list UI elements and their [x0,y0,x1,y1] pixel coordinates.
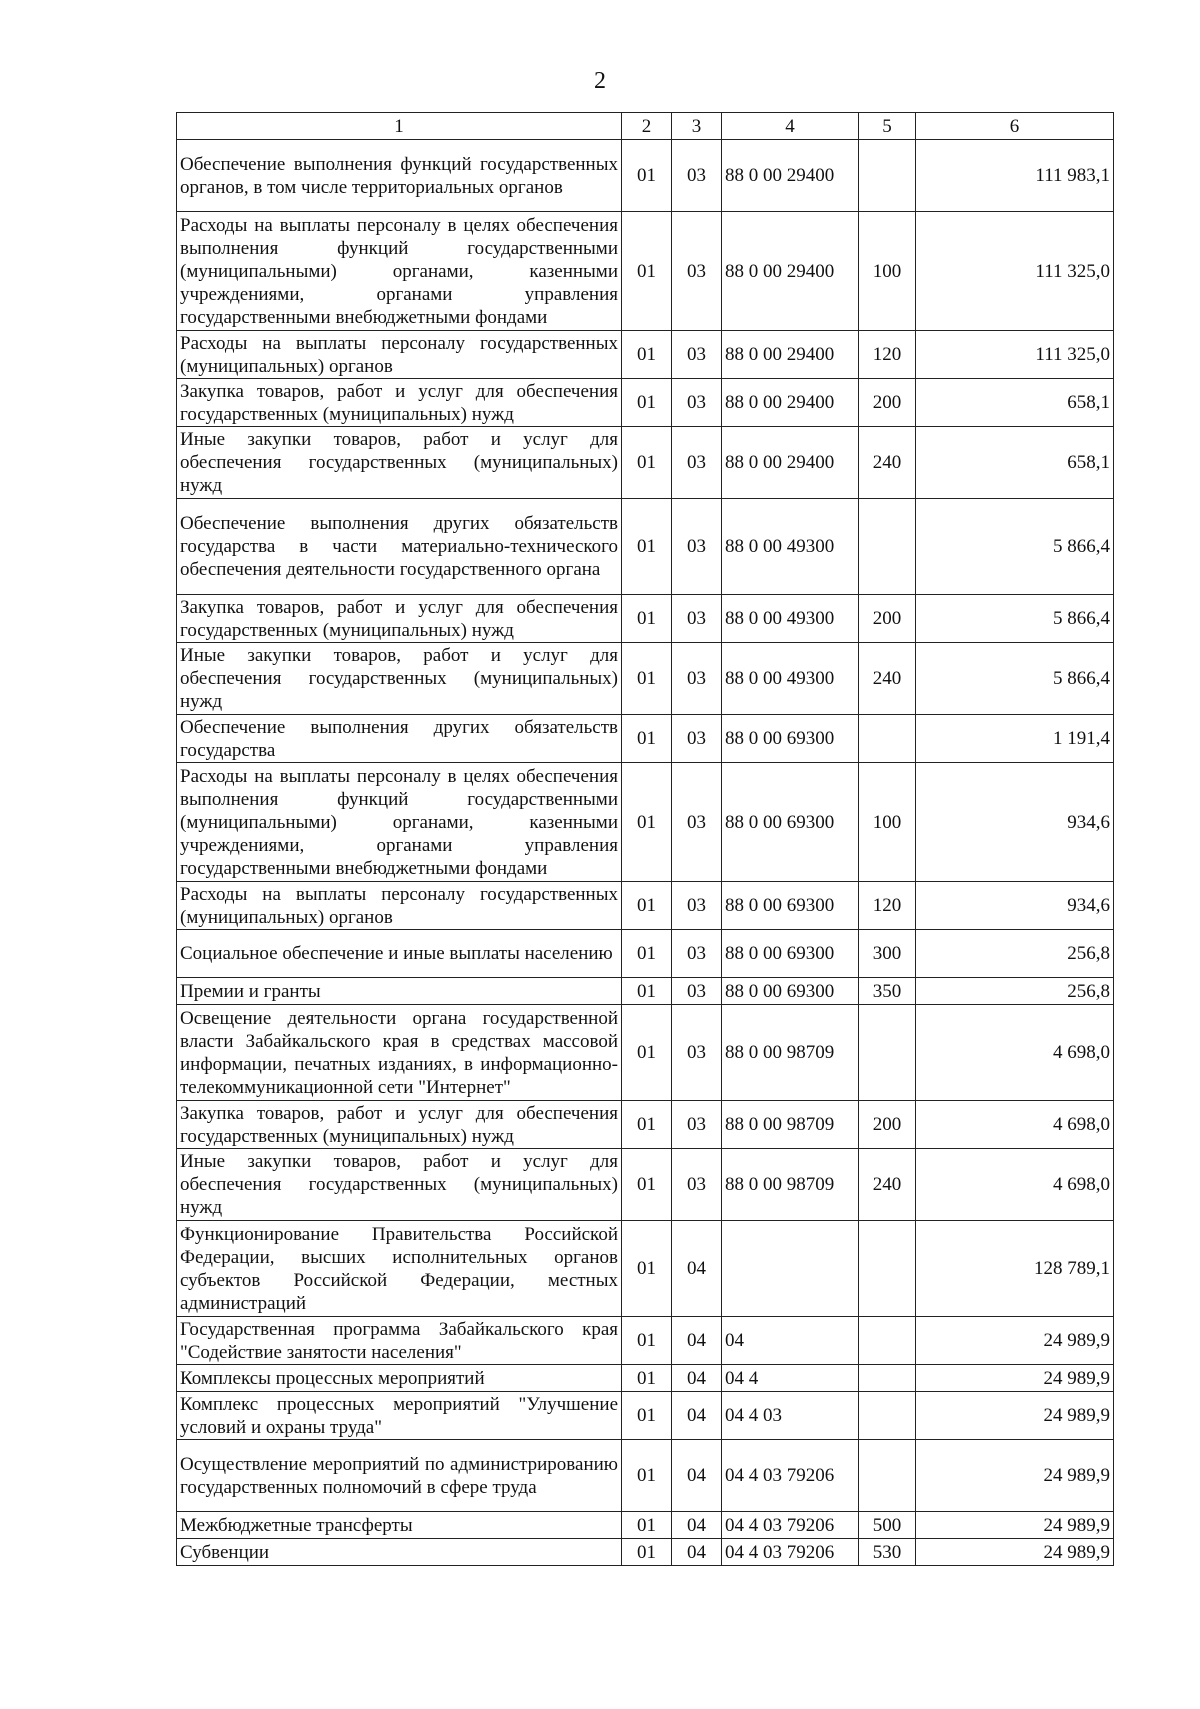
row-section-code: 01 [622,595,672,643]
row-subsection-code: 03 [672,1101,722,1149]
table-row [177,1539,1114,1566]
row-expense-type: 100 [859,763,916,882]
row-section-code: 01 [622,1512,672,1539]
table-row [177,379,1114,427]
row-expense-type [859,715,916,763]
row-description: Обеспечение выполнения функций государственных органов, в том числе территориальных органов [177,140,622,212]
row-target-article: 88 0 00 98709 [722,1149,859,1221]
row-section-code: 01 [622,1149,672,1221]
row-description: Расходы на выплаты персоналу государственных (муниципальных) органов [177,882,622,930]
row-subsection-code: 03 [672,499,722,595]
row-amount: 934,6 [916,763,1114,882]
row-subsection-code: 03 [672,978,722,1005]
row-expense-type: 240 [859,427,916,499]
header-col-3: 3 [672,113,722,140]
row-expense-type [859,499,916,595]
row-section-code: 01 [622,1365,672,1392]
row-target-article: 88 0 00 29400 [722,379,859,427]
row-subsection-code: 03 [672,763,722,882]
budget-table [176,112,1114,1566]
row-section-code: 01 [622,1101,672,1149]
row-amount: 5 866,4 [916,595,1114,643]
row-section-code: 01 [622,1539,672,1566]
row-section-code: 01 [622,1317,672,1365]
row-description: Премии и гранты [177,978,622,1005]
row-target-article: 04 4 [722,1365,859,1392]
table-row [177,1392,1114,1440]
row-section-code: 01 [622,643,672,715]
row-target-article: 88 0 00 69300 [722,763,859,882]
row-target-article [722,1221,859,1317]
row-description: Межбюджетные трансферты [177,1512,622,1539]
row-target-article: 88 0 00 49300 [722,499,859,595]
row-section-code: 01 [622,1392,672,1440]
table-row [177,882,1114,930]
header-col-2: 2 [622,113,672,140]
row-amount: 256,8 [916,978,1114,1005]
row-description: Комплексы процессных мероприятий [177,1365,622,1392]
row-target-article: 04 4 03 79206 [722,1440,859,1512]
row-expense-type: 120 [859,882,916,930]
row-amount: 111 325,0 [916,331,1114,379]
row-target-article: 88 0 00 29400 [722,331,859,379]
row-description: Обеспечение выполнения других обязательств государства [177,715,622,763]
row-description: Иные закупки товаров, работ и услуг для обеспечения государственных (муниципальных) нужд [177,1149,622,1221]
row-amount: 24 989,9 [916,1365,1114,1392]
row-section-code: 01 [622,331,672,379]
row-amount: 4 698,0 [916,1149,1114,1221]
row-subsection-code: 03 [672,379,722,427]
row-description: Социальное обеспечение и иные выплаты населению [177,930,622,978]
row-description: Закупка товаров, работ и услуг для обеспечения государственных (муниципальных) нужд [177,379,622,427]
row-subsection-code: 03 [672,595,722,643]
row-target-article: 88 0 00 29400 [722,140,859,212]
row-description: Государственная программа Забайкальского края "Содействие занятости населения" [177,1317,622,1365]
row-section-code: 01 [622,1440,672,1512]
row-amount: 111 983,1 [916,140,1114,212]
row-target-article: 88 0 00 29400 [722,427,859,499]
row-section-code: 01 [622,763,672,882]
row-amount: 24 989,9 [916,1440,1114,1512]
row-subsection-code: 04 [672,1365,722,1392]
row-expense-type: 100 [859,212,916,331]
row-description: Расходы на выплаты персоналу в целях обеспечения выполнения функций государственными (муниципальными) органами, казенными учреждениями, органами управления государственными внебюджетными фондами [177,212,622,331]
row-target-article: 88 0 00 49300 [722,643,859,715]
row-target-article: 88 0 00 69300 [722,978,859,1005]
table-row [177,140,1114,212]
table-row [177,643,1114,715]
table-header-row [177,113,1114,140]
row-subsection-code: 04 [672,1539,722,1566]
row-subsection-code: 03 [672,331,722,379]
row-expense-type [859,1005,916,1101]
row-subsection-code: 03 [672,140,722,212]
row-amount: 24 989,9 [916,1317,1114,1365]
row-section-code: 01 [622,930,672,978]
row-section-code: 01 [622,499,672,595]
row-expense-type: 350 [859,978,916,1005]
row-section-code: 01 [622,212,672,331]
row-subsection-code: 04 [672,1221,722,1317]
row-amount: 111 325,0 [916,212,1114,331]
row-expense-type: 200 [859,595,916,643]
row-amount: 658,1 [916,427,1114,499]
row-expense-type: 120 [859,331,916,379]
table-row [177,1512,1114,1539]
row-expense-type: 240 [859,643,916,715]
row-description: Функционирование Правительства Российской Федерации, высших исполнительных органов субъектов Российской Федерации, местных администраций [177,1221,622,1317]
row-description: Расходы на выплаты персоналу государственных (муниципальных) органов [177,331,622,379]
table-row [177,499,1114,595]
row-expense-type [859,1392,916,1440]
row-description: Закупка товаров, работ и услуг для обеспечения государственных (муниципальных) нужд [177,1101,622,1149]
row-amount: 24 989,9 [916,1392,1114,1440]
row-subsection-code: 03 [672,427,722,499]
header-col-1: 1 [177,113,622,140]
row-subsection-code: 03 [672,1149,722,1221]
row-description: Субвенции [177,1539,622,1566]
row-subsection-code: 03 [672,643,722,715]
row-expense-type: 300 [859,930,916,978]
row-target-article: 88 0 00 98709 [722,1005,859,1101]
row-description: Обеспечение выполнения других обязательств государства в части материально-технического обеспечения деятельности государственного органа [177,499,622,595]
row-target-article: 88 0 00 29400 [722,212,859,331]
row-subsection-code: 03 [672,1005,722,1101]
row-expense-type: 200 [859,379,916,427]
row-section-code: 01 [622,140,672,212]
row-expense-type [859,1317,916,1365]
row-subsection-code: 04 [672,1392,722,1440]
row-amount: 658,1 [916,379,1114,427]
row-amount: 1 191,4 [916,715,1114,763]
table-row [177,1221,1114,1317]
table-row [177,1149,1114,1221]
header-col-4: 4 [722,113,859,140]
page-number: 2 [594,68,606,94]
row-description: Освещение деятельности органа государственной власти Забайкальского края в средствах массовой информации, печатных изданиях, в информационно-телекоммуникационной сети "Интернет" [177,1005,622,1101]
row-subsection-code: 03 [672,882,722,930]
row-section-code: 01 [622,882,672,930]
row-section-code: 01 [622,1221,672,1317]
row-subsection-code: 03 [672,212,722,331]
table-row [177,427,1114,499]
row-expense-type: 240 [859,1149,916,1221]
row-description: Закупка товаров, работ и услуг для обеспечения государственных (муниципальных) нужд [177,595,622,643]
row-description: Расходы на выплаты персоналу в целях обеспечения выполнения функций государственными (муниципальными) органами, казенными учреждениями, органами управления государственными внебюджетными фондами [177,763,622,882]
row-subsection-code: 04 [672,1317,722,1365]
table-row [177,715,1114,763]
row-target-article: 04 [722,1317,859,1365]
row-subsection-code: 03 [672,715,722,763]
row-description: Осуществление мероприятий по администрированию государственных полномочий в сфере труда [177,1440,622,1512]
row-expense-type: 530 [859,1539,916,1566]
row-expense-type [859,1221,916,1317]
row-description: Комплекс процессных мероприятий "Улучшение условий и охраны труда" [177,1392,622,1440]
header-col-6: 6 [916,113,1114,140]
table-row [177,595,1114,643]
row-amount: 24 989,9 [916,1539,1114,1566]
row-target-article: 04 4 03 79206 [722,1512,859,1539]
table-row [177,212,1114,331]
row-target-article: 88 0 00 49300 [722,595,859,643]
row-expense-type: 200 [859,1101,916,1149]
row-section-code: 01 [622,1005,672,1101]
row-description: Иные закупки товаров, работ и услуг для обеспечения государственных (муниципальных) нужд [177,643,622,715]
row-subsection-code: 04 [672,1512,722,1539]
table-row [177,1317,1114,1365]
row-amount: 934,6 [916,882,1114,930]
row-expense-type [859,1440,916,1512]
row-amount: 5 866,4 [916,643,1114,715]
row-target-article: 04 4 03 [722,1392,859,1440]
row-amount: 24 989,9 [916,1512,1114,1539]
row-target-article: 88 0 00 69300 [722,930,859,978]
row-amount: 256,8 [916,930,1114,978]
table-row [177,930,1114,978]
row-expense-type: 500 [859,1512,916,1539]
row-amount: 4 698,0 [916,1005,1114,1101]
row-target-article: 88 0 00 69300 [722,882,859,930]
row-section-code: 01 [622,427,672,499]
header-col-5: 5 [859,113,916,140]
row-amount: 128 789,1 [916,1221,1114,1317]
row-description: Иные закупки товаров, работ и услуг для обеспечения государственных (муниципальных) нужд [177,427,622,499]
table-row [177,331,1114,379]
row-subsection-code: 03 [672,930,722,978]
table-row [177,978,1114,1005]
row-section-code: 01 [622,978,672,1005]
table-row [177,1005,1114,1101]
row-target-article: 88 0 00 69300 [722,715,859,763]
row-section-code: 01 [622,379,672,427]
table-row [177,1440,1114,1512]
row-expense-type [859,140,916,212]
table-row [177,763,1114,882]
row-subsection-code: 04 [672,1440,722,1512]
row-target-article: 88 0 00 98709 [722,1101,859,1149]
row-amount: 5 866,4 [916,499,1114,595]
row-section-code: 01 [622,715,672,763]
row-amount: 4 698,0 [916,1101,1114,1149]
row-expense-type [859,1365,916,1392]
table-row [177,1365,1114,1392]
table-row [177,1101,1114,1149]
row-target-article: 04 4 03 79206 [722,1539,859,1566]
